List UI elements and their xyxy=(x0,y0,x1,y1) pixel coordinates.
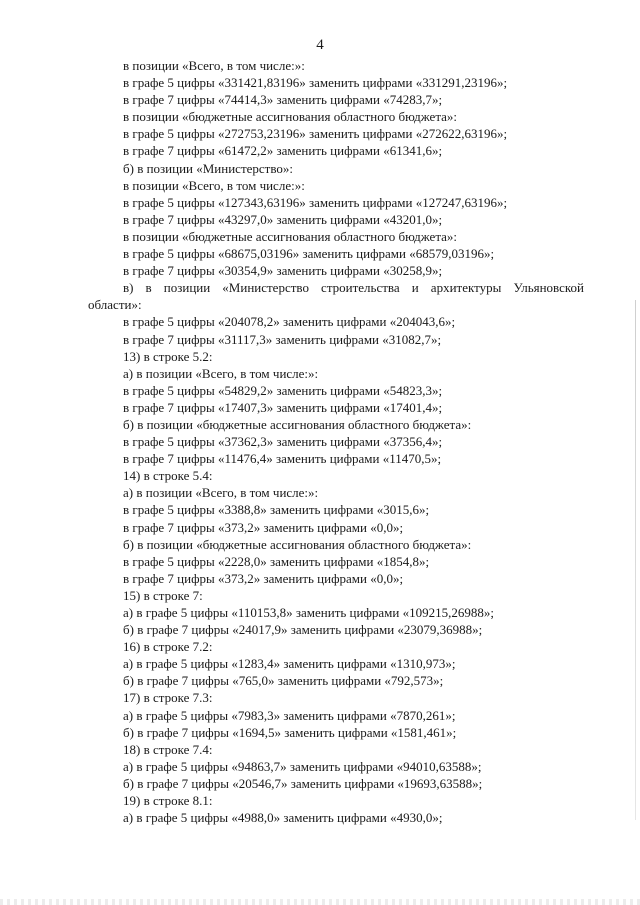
scan-bottom-edge xyxy=(0,899,640,905)
text-line: в графе 7 цифры «61472,2» заменить цифрами «61341,6»; xyxy=(123,143,443,159)
text-line: б) в позиции «Министерство»: xyxy=(123,160,294,176)
text-line: в графе 7 цифры «373,2» заменить цифрами «0,0»; xyxy=(123,519,404,535)
text-line: в графе 5 цифры «127343,63196» заменить цифрами «127247,63196»; xyxy=(123,194,508,210)
text-line: в позиции «бюджетные ассигнования областного бюджета»: xyxy=(123,109,458,125)
text-line: в позиции «Всего, в том числе:»: xyxy=(123,58,305,73)
text-line: а) в графе 5 цифры «110153,8» заменить цифрами «109215,26988»; xyxy=(123,605,494,620)
text-line: в графе 7 цифры «74414,3» заменить цифрами «74283,7»; xyxy=(123,92,443,108)
text-line: в графе 5 цифры «331421,83196» заменить цифрами «331291,23196»; xyxy=(123,75,508,91)
text-line: в графе 5 цифры «37362,3» заменить цифрами «37356,4»; xyxy=(123,434,443,450)
text-line: 14) в строке 5.4: xyxy=(123,468,213,484)
text-line: а) в позиции «Всего, в том числе:»: xyxy=(123,365,319,381)
text-line: а) в графе 5 цифры «1283,4» заменить цифрами «1310,973»; xyxy=(123,656,456,672)
text-line: в графе 5 цифры «272753,23196» заменить цифрами «272622,63196»; xyxy=(123,126,508,142)
text-line: б) в графе 7 цифры «24017,9» заменить цифрами «23079,36988»; xyxy=(123,622,483,638)
text-line: в графе 5 цифры «2228,0» заменить цифрами «1854,8»; xyxy=(123,553,430,569)
text-line: 18) в строке 7.4: xyxy=(123,741,213,757)
text-line: в позиции «бюджетные ассигнования областного бюджета»: xyxy=(123,228,458,244)
text-line: 15) в строке 7: xyxy=(123,587,203,603)
text-line: в графе 5 цифры «3388,8» заменить цифрами «3015,6»; xyxy=(123,502,430,518)
text-line: б) в графе 7 цифры «20546,7» заменить цифрами «19693,63588»; xyxy=(123,775,483,791)
text-line: 19) в строке 8.1: xyxy=(123,793,213,809)
text-line: а) в графе 5 цифры «7983,3» заменить цифрами «7870,261»; xyxy=(123,707,456,723)
text-line: в графе 7 цифры «373,2» заменить цифрами «0,0»; xyxy=(123,570,404,586)
text-line: в графе 7 цифры «31117,3» заменить цифрами «31082,7»; xyxy=(123,331,442,347)
text-line: области»: xyxy=(88,297,142,313)
text-line: б) в позиции «бюджетные ассигнования областного бюджета»: xyxy=(123,536,472,552)
text-line: 16) в строке 7.2: xyxy=(123,639,213,655)
text-line: б) в позиции «бюджетные ассигнования областного бюджета»: xyxy=(123,416,472,432)
text-line: а) в графе 5 цифры «4988,0» заменить цифрами «4930,0»; xyxy=(123,810,443,826)
text-line: в графе 7 цифры «43297,0» заменить цифрами «43201,0»; xyxy=(123,211,443,227)
text-line: 17) в строке 7.3: xyxy=(123,690,213,706)
text-line: в графе 5 цифры «68675,03196» заменить цифрами «68579,03196»; xyxy=(123,246,495,262)
text-line: б) в графе 7 цифры «1694,5» заменить цифрами «1581,461»; xyxy=(123,724,457,740)
text-line: в графе 5 цифры «54829,2» заменить цифрами «54823,3»; xyxy=(123,382,443,398)
text-line: в графе 7 цифры «30354,9» заменить цифрами «30258,9»; xyxy=(123,263,443,279)
text-line: 13) в строке 5.2: xyxy=(123,348,213,364)
text-line: в графе 7 цифры «17407,3» заменить цифрами «17401,4»; xyxy=(123,399,443,415)
text-line: а) в позиции «Всего, в том числе:»: xyxy=(123,485,319,501)
page-number: 4 xyxy=(316,37,324,53)
document-body xyxy=(88,57,588,826)
text-line: в) в позиции «Министерство строительства и архитектуры Ульяновской xyxy=(123,280,584,296)
text-line: в графе 5 цифры «204078,2» заменить цифрами «204043,6»; xyxy=(123,314,456,330)
text-line: а) в графе 5 цифры «94863,7» заменить цифрами «94010,63588»; xyxy=(123,758,482,774)
text-line: в позиции «Всего, в том числе:»: xyxy=(123,177,305,193)
scan-edge-mark xyxy=(635,300,636,820)
text-line: в графе 7 цифры «11476,4» заменить цифрами «11470,5»; xyxy=(123,451,442,467)
text-line: б) в графе 7 цифры «765,0» заменить цифрами «792,573»; xyxy=(123,673,444,689)
